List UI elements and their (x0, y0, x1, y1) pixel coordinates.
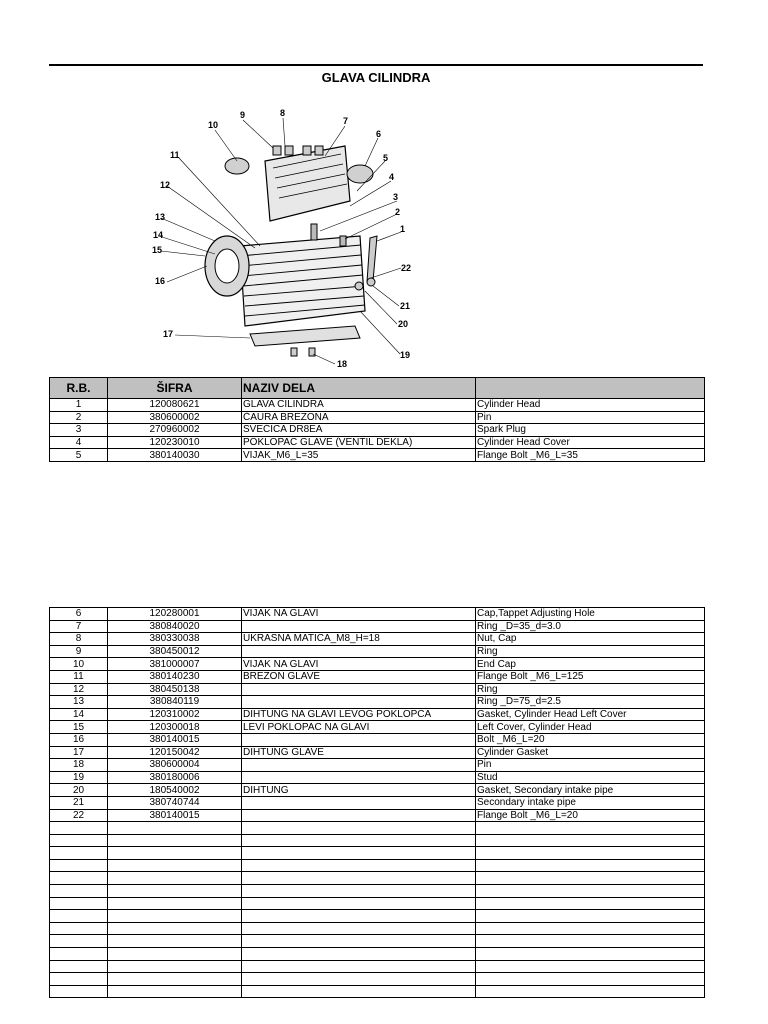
table-row (50, 683, 705, 696)
cell-rb: 8 (50, 633, 108, 646)
cell-english: Bolt _M6_L=20 (476, 733, 705, 746)
cell-naziv (242, 759, 476, 772)
table-row (50, 834, 705, 847)
callout-12: 12 (160, 180, 171, 190)
table-row (50, 645, 705, 658)
cell-sifra (108, 847, 242, 860)
cell-rb: 11 (50, 670, 108, 683)
callout-19: 19 (400, 350, 411, 360)
cell-english (476, 847, 705, 860)
table-row (50, 935, 705, 948)
header-sifra: ŠIFRA (108, 378, 242, 399)
cell-rb: 1 (50, 399, 108, 412)
cell-english: Pin (476, 759, 705, 772)
cell-english (476, 822, 705, 835)
cell-naziv (242, 822, 476, 835)
cell-english: Gasket, Secondary intake pipe (476, 784, 705, 797)
cell-english: Cylinder Head Cover (476, 436, 705, 449)
cell-sifra: 120280001 (108, 608, 242, 621)
table-row (50, 411, 705, 424)
table-row (50, 436, 705, 449)
cell-english: Cap,Tappet Adjusting Hole (476, 608, 705, 621)
table-row (50, 670, 705, 683)
exploded-diagram (145, 106, 423, 374)
callout-3: 3 (393, 192, 399, 202)
cell-naziv (242, 847, 476, 860)
cell-naziv: VIJAK_M6_L=35 (242, 449, 476, 462)
table-row (50, 746, 705, 759)
cell-naziv (242, 796, 476, 809)
cell-english (476, 948, 705, 961)
table-row (50, 973, 705, 986)
table-row (50, 910, 705, 923)
cell-rb (50, 985, 108, 998)
cell-naziv: DIHTUNG NA GLAVI LEVOG POKLOPCA (242, 708, 476, 721)
table-row (50, 449, 705, 462)
cell-rb: 10 (50, 658, 108, 671)
cell-sifra (108, 872, 242, 885)
cell-sifra: 380450012 (108, 645, 242, 658)
callout-6: 6 (376, 129, 382, 139)
cell-english: Ring _D=75_d=2.5 (476, 696, 705, 709)
cell-english (476, 897, 705, 910)
table-row (50, 796, 705, 809)
cell-naziv: POKLOPAC GLAVE (VENTIL DEKLA) (242, 436, 476, 449)
cell-sifra (108, 973, 242, 986)
table-row (50, 620, 705, 633)
cell-naziv (242, 809, 476, 822)
callout-22: 22 (401, 263, 412, 273)
cell-english: Stud (476, 771, 705, 784)
cell-rb: 13 (50, 696, 108, 709)
cell-rb (50, 859, 108, 872)
cell-naziv (242, 960, 476, 973)
cell-sifra: 380740744 (108, 796, 242, 809)
cell-sifra (108, 859, 242, 872)
table-row (50, 859, 705, 872)
table-row (50, 960, 705, 973)
cell-english: Nut, Cap (476, 633, 705, 646)
cell-naziv (242, 834, 476, 847)
callout-7: 7 (343, 116, 349, 126)
callout-10: 10 (208, 120, 219, 130)
cell-naziv: VIJAK NA GLAVI (242, 608, 476, 621)
cell-naziv (242, 696, 476, 709)
callout-2: 2 (395, 207, 401, 217)
cell-naziv: GLAVA CILINDRA (242, 399, 476, 412)
cell-rb (50, 847, 108, 860)
cell-sifra: 380840020 (108, 620, 242, 633)
cell-rb (50, 834, 108, 847)
cell-rb (50, 910, 108, 923)
table-row (50, 708, 705, 721)
cell-english: Left Cover, Cylinder Head (476, 721, 705, 734)
cell-naziv (242, 910, 476, 923)
cell-sifra: 380180006 (108, 771, 242, 784)
cell-rb: 2 (50, 411, 108, 424)
cell-english: Gasket, Cylinder Head Left Cover (476, 708, 705, 721)
cell-sifra: 120300018 (108, 721, 242, 734)
cell-english (476, 885, 705, 898)
cell-naziv (242, 922, 476, 935)
cell-english (476, 922, 705, 935)
callout-9: 9 (240, 110, 246, 120)
table-row (50, 897, 705, 910)
cell-naziv (242, 771, 476, 784)
cell-english: Flange Bolt _M6_L=125 (476, 670, 705, 683)
table-row (50, 872, 705, 885)
table-row (50, 809, 705, 822)
callout-4: 4 (389, 172, 395, 182)
page-title: GLAVA CILINDRA (321, 70, 431, 85)
cell-rb: 22 (50, 809, 108, 822)
callout-5: 5 (383, 153, 389, 163)
callout-20: 20 (398, 319, 409, 329)
callout-21: 21 (400, 301, 411, 311)
table-row (50, 771, 705, 784)
cell-sifra (108, 935, 242, 948)
cell-english: End Cap (476, 658, 705, 671)
cell-sifra: 380330038 (108, 633, 242, 646)
cell-rb (50, 948, 108, 961)
cell-sifra: 380600004 (108, 759, 242, 772)
cell-rb (50, 935, 108, 948)
cell-sifra: 380600002 (108, 411, 242, 424)
cell-rb: 20 (50, 784, 108, 797)
header-english (476, 378, 705, 399)
top-rule (49, 64, 703, 66)
cell-sifra: 120150042 (108, 746, 242, 759)
cell-naziv (242, 733, 476, 746)
cell-naziv (242, 645, 476, 658)
cell-english (476, 834, 705, 847)
table-row (50, 922, 705, 935)
cell-sifra (108, 948, 242, 961)
table-row (50, 759, 705, 772)
cell-sifra: 120080621 (108, 399, 242, 412)
cell-rb: 6 (50, 608, 108, 621)
cell-english: Flange Bolt _M6_L=35 (476, 449, 705, 462)
header-naziv-dela: NAZIV DELA (242, 378, 476, 399)
cell-english: Spark Plug (476, 424, 705, 437)
callout-16: 16 (155, 276, 166, 286)
table-row (50, 721, 705, 734)
table-row (50, 822, 705, 835)
callout-1: 1 (400, 224, 406, 234)
callout-17: 17 (163, 329, 174, 339)
cell-english (476, 872, 705, 885)
cell-english (476, 935, 705, 948)
cell-sifra (108, 985, 242, 998)
cell-rb: 21 (50, 796, 108, 809)
cell-naziv (242, 948, 476, 961)
cell-naziv (242, 973, 476, 986)
callout-8: 8 (280, 108, 286, 118)
table-row (50, 424, 705, 437)
cell-naziv: ČAURA BREZONA (242, 411, 476, 424)
cell-english: Flange Bolt _M6_L=20 (476, 809, 705, 822)
cell-sifra (108, 910, 242, 923)
cell-sifra (108, 822, 242, 835)
callout-18: 18 (337, 359, 348, 369)
table-row (50, 399, 705, 412)
cell-rb (50, 822, 108, 835)
cell-english (476, 960, 705, 973)
cell-rb: 9 (50, 645, 108, 658)
cell-sifra: 120310002 (108, 708, 242, 721)
cell-sifra: 380140030 (108, 449, 242, 462)
cell-sifra: 180540002 (108, 784, 242, 797)
cell-naziv (242, 985, 476, 998)
table-row (50, 948, 705, 961)
cell-english (476, 985, 705, 998)
cell-english: Ring (476, 683, 705, 696)
callout-15: 15 (152, 245, 163, 255)
cell-english: Ring (476, 645, 705, 658)
cell-rb (50, 872, 108, 885)
cell-rb: 5 (50, 449, 108, 462)
table-row (50, 733, 705, 746)
cell-rb: 3 (50, 424, 108, 437)
cell-naziv: UKRASNA MATICA_M8_H=18 (242, 633, 476, 646)
cell-rb (50, 973, 108, 986)
cell-english: Cylinder Head (476, 399, 705, 412)
cell-sifra: 380140230 (108, 670, 242, 683)
cell-rb: 17 (50, 746, 108, 759)
cell-rb (50, 922, 108, 935)
cell-sifra: 380450138 (108, 683, 242, 696)
table-row (50, 696, 705, 709)
cell-naziv: DIHTUNG (242, 784, 476, 797)
cell-rb (50, 960, 108, 973)
cell-naziv (242, 897, 476, 910)
cell-rb: 16 (50, 733, 108, 746)
cell-sifra (108, 960, 242, 973)
cell-naziv (242, 859, 476, 872)
cell-rb: 4 (50, 436, 108, 449)
cell-english: Ring _D=35_d=3.0 (476, 620, 705, 633)
cell-english (476, 910, 705, 923)
cell-naziv (242, 683, 476, 696)
table-row (50, 885, 705, 898)
cell-sifra: 120230010 (108, 436, 242, 449)
cell-sifra: 270960002 (108, 424, 242, 437)
cell-sifra: 380140015 (108, 733, 242, 746)
cell-english: Pin (476, 411, 705, 424)
cell-rb: 7 (50, 620, 108, 633)
cell-rb: 12 (50, 683, 108, 696)
cell-rb: 18 (50, 759, 108, 772)
cell-sifra (108, 885, 242, 898)
cell-sifra (108, 834, 242, 847)
cylinder-head-drawing (145, 106, 423, 374)
cell-english (476, 859, 705, 872)
cell-naziv (242, 885, 476, 898)
cell-sifra: 381000007 (108, 658, 242, 671)
cell-naziv (242, 620, 476, 633)
table-header-row (50, 378, 705, 399)
callout-11: 11 (170, 150, 180, 160)
table-row (50, 608, 705, 621)
cell-rb: 15 (50, 721, 108, 734)
cell-sifra: 380140015 (108, 809, 242, 822)
callout-13: 13 (155, 212, 166, 222)
cell-sifra (108, 922, 242, 935)
cell-sifra (108, 897, 242, 910)
table-row (50, 985, 705, 998)
cell-naziv (242, 935, 476, 948)
table-row (50, 847, 705, 860)
cell-rb (50, 885, 108, 898)
cell-english (476, 973, 705, 986)
cell-sifra: 380840119 (108, 696, 242, 709)
cell-naziv: LEVI POKLOPAC NA GLAVI (242, 721, 476, 734)
cell-rb (50, 897, 108, 910)
table-row (50, 658, 705, 671)
parts-table-2 (49, 607, 705, 998)
cell-naziv (242, 872, 476, 885)
cell-english: Secondary intake pipe (476, 796, 705, 809)
cell-rb: 19 (50, 771, 108, 784)
cell-rb: 14 (50, 708, 108, 721)
cell-naziv: BREZON GLAVE (242, 670, 476, 683)
callout-14: 14 (153, 230, 164, 240)
parts-table-1 (49, 377, 705, 462)
cell-naziv: DIHTUNG GLAVE (242, 746, 476, 759)
header-rb: R.B. (50, 378, 108, 399)
table-row (50, 633, 705, 646)
cell-english: Cylinder Gasket (476, 746, 705, 759)
cell-naziv: SVEĆICA DR8EA (242, 424, 476, 437)
cell-naziv: VIJAK NA GLAVI (242, 658, 476, 671)
table-row (50, 784, 705, 797)
